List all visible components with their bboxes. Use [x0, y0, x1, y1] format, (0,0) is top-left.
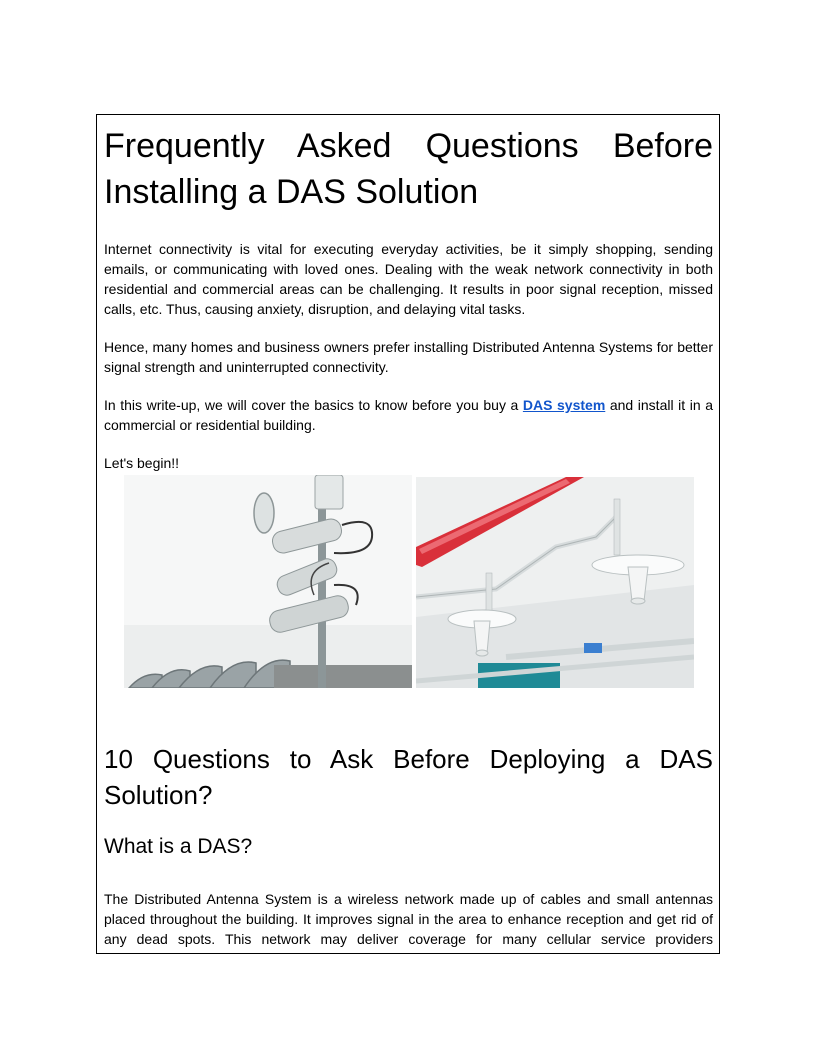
das-system-link[interactable]: DAS system: [522, 397, 606, 413]
indoor-ceiling-antenna-image: [416, 477, 694, 688]
writeup-text-after: and install it in a commercial or residential building.: [104, 397, 713, 433]
lets-begin-text: Let's begin!!: [104, 455, 180, 471]
intro-paragraph: Internet connectivity is vital for executing everyday activities, be it simply shopping, sending emails, or communicating with loved ones. Dealing with the weak network connectivity in both residential and commercial areas can be challenging. It results in poor signal reception, missed calls, etc. Thus, causing anxiety, disruption, and delaying vital tasks.: [104, 241, 713, 317]
outdoor-antenna-image: [124, 475, 412, 688]
hence-paragraph: Hence, many homes and business owners prefer installing Distributed Antenna Systems for better signal strength and uninterrupted connectivity.: [104, 339, 713, 375]
section-heading: 10 Questions to Ask Before Deploying a DAS Solution?: [104, 744, 713, 810]
image-row: [104, 475, 713, 695]
document-frame: [96, 114, 720, 954]
page-title: Frequently Asked Questions Before Installing a DAS Solution: [104, 127, 713, 211]
writeup-text-before: In this write-up, we will cover the basics to know before you buy a: [104, 397, 523, 413]
document-content: [104, 123, 713, 949]
subheading-what-is-das: What is a DAS?: [104, 835, 253, 858]
writeup-paragraph: [104, 395, 713, 435]
das-definition-paragraph: The Distributed Antenna System is a wireless network made up of cables and small antennas placed throughout the building. It improves signal in the area to enhance reception and get rid of any dead spots. This network may deliver coverage for many cellular service providers: [104, 891, 713, 947]
